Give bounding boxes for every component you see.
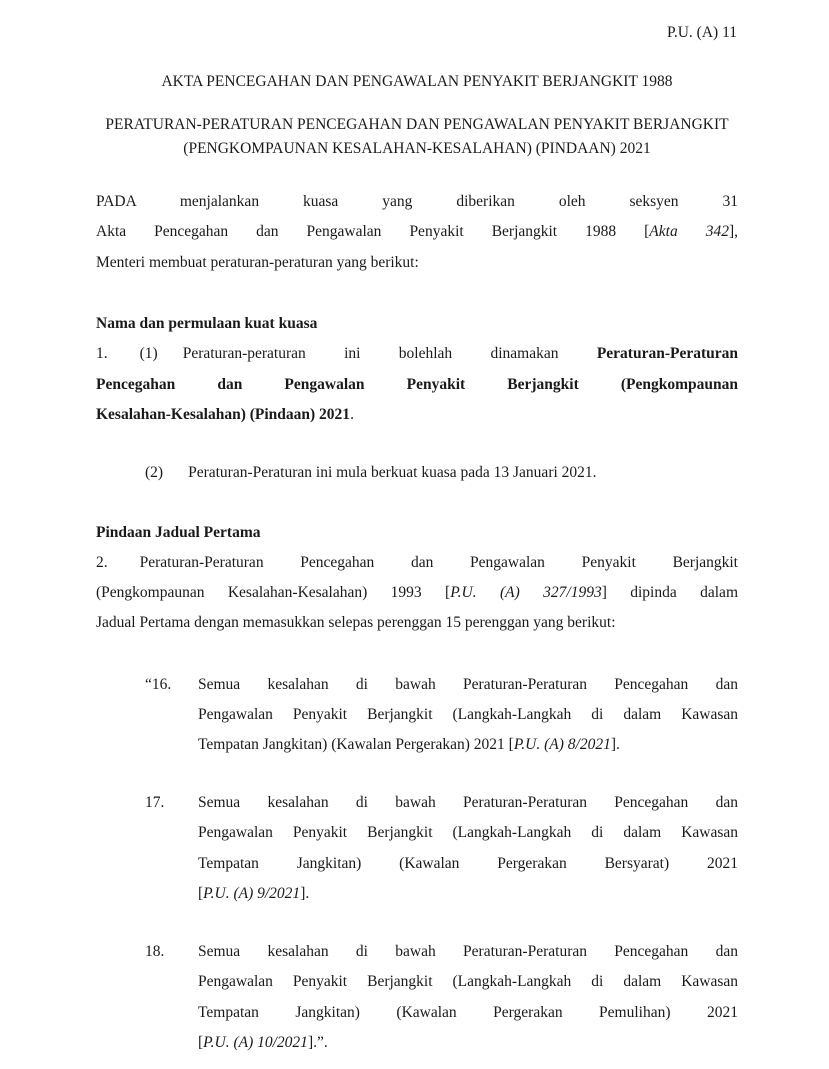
preamble-line2 — [96, 217, 738, 247]
paragraph-line: Semua kesalahan di bawah Peraturan-Peraturan Pencegahan dan — [198, 676, 738, 693]
paragraph-line — [198, 730, 738, 760]
paragraph-text: ].”. — [307, 1034, 328, 1051]
paragraph-text: ]. — [610, 736, 620, 753]
section-number: 1. — [96, 345, 108, 362]
gazette-reference: P.U. (A) 11 — [666, 24, 737, 41]
citation-title-part: Kesalahan-Kesalahan) (Pindaan) 2021 — [96, 406, 351, 423]
paragraph-number: 18. — [145, 943, 165, 960]
gazette-citation: P.U. (A) 9/2021 — [203, 885, 301, 902]
section1-sub1-line1 — [96, 339, 738, 369]
gazette-citation: P.U. (A) 10/2021 — [203, 1034, 308, 1051]
preamble-line3: Menteri membuat peraturan-peraturan yang berikut: — [96, 254, 419, 271]
section2-line3: Jadual Pertama dengan memasukkan selepas perenggan 15 perenggan yang berikut: — [96, 614, 616, 631]
citation-title-part: Peraturan-Peraturan — [596, 345, 738, 362]
paragraph-18 — [145, 937, 738, 1062]
paragraph-line: Semua kesalahan di bawah Peraturan-Peraturan Pencegahan dan — [198, 943, 738, 960]
paragraph-text: [ — [198, 885, 204, 902]
paragraph-line: Tempatan Jangkitan) (Kawalan Pergerakan Bersyarat) 2021 — [198, 855, 738, 872]
paragraph-16 — [145, 670, 738, 770]
section-text: ] dipinda dalam — [601, 584, 738, 601]
paragraph-number: 17. — [145, 794, 165, 811]
preamble-text: ], — [728, 223, 739, 240]
paragraph-line: Semua kesalahan di bawah Peraturan-Peraturan Pencegahan dan — [198, 794, 738, 811]
subsection-text: Peraturan-Peraturan ini mula berkuat kuasa pada 13 Januari 2021. — [188, 464, 597, 481]
paragraph-text: Tempatan Jangkitan) (Kawalan Pergerakan) 2021 [ — [198, 736, 514, 753]
paragraph-text: [ — [198, 1034, 204, 1051]
preamble-line1: PADA menjalankan kuasa yang diberikan oleh seksyen 31 — [96, 193, 738, 210]
regulation-title-line2: (PENGKOMPAUNAN KESALAHAN-KESALAHAN) (PINDAAN) 2021 — [183, 140, 651, 157]
paragraph-line — [198, 879, 738, 909]
section-text: Peraturan-Peraturan Pencegahan dan Pengawalan Penyakit Berjangkit — [139, 554, 738, 571]
section1-sub2 — [145, 458, 738, 488]
act-title: AKTA PENCEGAHAN DAN PENGAWALAN PENYAKIT BERJANGKIT 1988 — [161, 73, 673, 90]
preamble-text: Akta Pencegahan dan Pengawalan Penyakit Berjangkit 1988 [ — [96, 223, 650, 240]
regulation-title-line1: PERATURAN-PERATURAN PENCEGAHAN DAN PENGAWALAN PENYAKIT BERJANGKIT — [105, 116, 729, 133]
subsection-number: (2) — [145, 464, 164, 481]
section1-sub1-line3 — [96, 400, 738, 430]
paragraph-line: Pengawalan Penyakit Berjangkit (Langkah-Langkah di dalam Kawasan — [198, 973, 738, 990]
regulation-title — [96, 113, 738, 161]
paragraph-line: Pengawalan Penyakit Berjangkit (Langkah-Langkah di dalam Kawasan — [198, 824, 738, 841]
section-number: 2. — [96, 554, 108, 571]
act-number: Akta 342 — [649, 223, 729, 240]
gazette-citation: P.U. (A) 327/1993 — [450, 584, 602, 601]
paragraph-line: Tempatan Jangkitan) (Kawalan Pergerakan Pemulihan) 2021 — [198, 1004, 738, 1021]
gazette-citation: P.U. (A) 8/2021 — [513, 736, 611, 753]
paragraph-line — [198, 1028, 738, 1058]
paragraph-17 — [145, 788, 738, 913]
section-text: (Pengkompaunan Kesalahan-Kesalahan) 1993 [ — [96, 584, 451, 601]
period: . — [350, 406, 354, 423]
subsection-text: Peraturan-peraturan ini bolehlah dinamakan — [182, 345, 559, 362]
subsection-number: (1) — [139, 345, 158, 362]
section2-heading: Pindaan Jadual Pertama — [96, 524, 261, 541]
paragraph-text: ]. — [300, 885, 310, 902]
citation-title-part: Pencegahan dan Pengawalan Penyakit Berjangkit (Pengkompaunan — [96, 376, 738, 393]
section1-heading: Nama dan permulaan kuat kuasa — [96, 315, 318, 332]
paragraph-number: “16. — [145, 676, 172, 693]
paragraph-line: Pengawalan Penyakit Berjangkit (Langkah-Langkah di dalam Kawasan — [198, 706, 738, 723]
section2-line2 — [96, 578, 738, 608]
section1-sub1-line2 — [96, 370, 738, 400]
section2-line1 — [96, 548, 738, 578]
